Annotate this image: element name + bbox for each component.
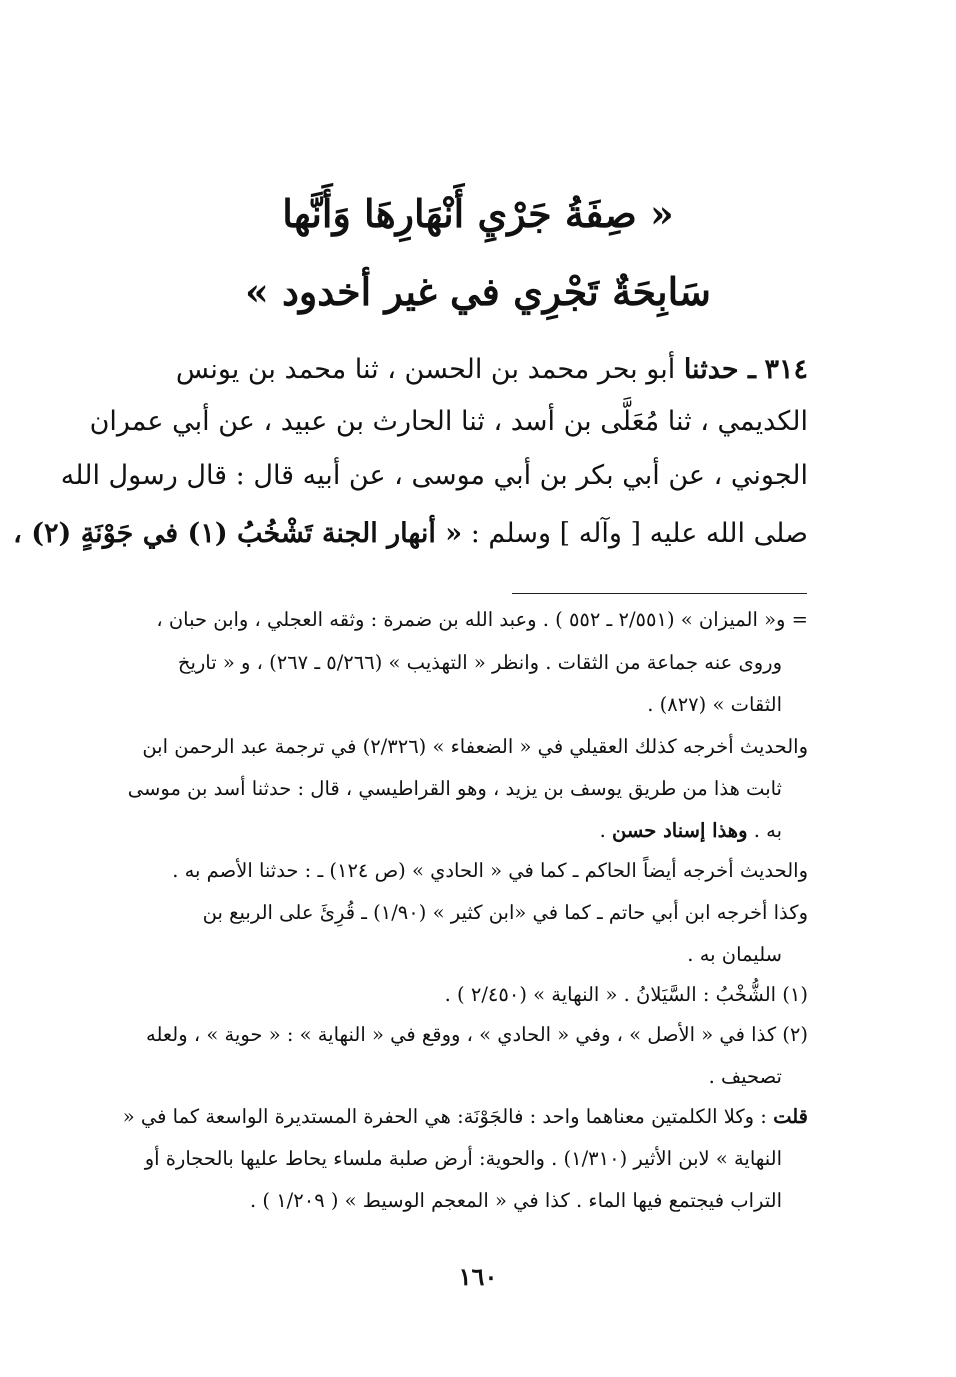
footnote-line: الثقات » (٨٢٧) . bbox=[647, 693, 782, 716]
hadith-line-1-text: أبو بحر محمد بن الحسن ، ثنا محمد بن يونس bbox=[175, 354, 676, 385]
hadith-intro: ـ حدثنا bbox=[683, 354, 756, 385]
hadith-line-2: الكديمي ، ثنا مُعَلَّى بن أسد ، ثنا الحارث بن عبيد ، عن أبي عمران bbox=[89, 406, 808, 437]
footnote-line: النهاية » لابن الأثير (١/٣١٠) . والحوية: أرض صلبة ملساء يحاط عليها بالحجارة أو bbox=[144, 1147, 782, 1170]
footnote-verdict: وهذا إسناد حسن bbox=[612, 819, 748, 842]
footnote-2: (٢) كذا في « الأصل » ، وفي « الحادي » ، ووقع في « النهاية » : « حوية » ، ولعله bbox=[145, 1023, 808, 1046]
footnote-separator bbox=[512, 593, 807, 594]
hadith-line-1 bbox=[128, 352, 808, 388]
footnote-line: تصحيف . bbox=[708, 1065, 782, 1088]
hadith-line-4 bbox=[13, 516, 808, 552]
footnote-text: به . bbox=[753, 819, 782, 842]
footnote-line: والحديث أخرجه أيضاً الحاكم ـ كما في « الحادي » (ص ١٢٤) ـ : حدثنا الأصم به . bbox=[172, 859, 808, 882]
footnote-note bbox=[122, 1102, 808, 1132]
footnote-line bbox=[128, 816, 782, 846]
chapter-heading-line-1: « صِفَةُ جَرْيِ أَنْهَارِهَا وَأَنَّها bbox=[282, 191, 674, 236]
footnote-line: وروى عنه جماعة من الثقات . وانظر « التهذيب » (٥/٢٦٦ ـ ٢٦٧) ، و « تاريخ bbox=[177, 651, 782, 674]
footnote-line: والحديث أخرجه كذلك العقيلي في « الضعفاء » (٢/٣٢٦) في ترجمة عبد الرحمن ابن bbox=[142, 735, 808, 758]
hadith-line-3: الجوني ، عن أبي بكر بن أبي موسى ، عن أبيه قال : قال رسول الله bbox=[60, 460, 808, 491]
hadith-number: ٣١٤ bbox=[764, 354, 808, 385]
footnote-line: وكذا أخرجه ابن أبي حاتم ـ كما في «ابن كثير » (١/٩٠) ـ قُرِئَ على الربيع بن bbox=[202, 901, 808, 924]
page-number: ١٦٠ bbox=[458, 1262, 498, 1291]
hadith-line-4-text: صلى الله عليه [ وآله ] وسلم : bbox=[470, 518, 808, 549]
footnote-line: سليمان به . bbox=[687, 943, 782, 966]
chapter-heading-line-2: سَابِحَةٌ تَجْرِي في غير أخدود » bbox=[244, 269, 712, 314]
note-label: قلت bbox=[773, 1105, 808, 1128]
hadith-matn: « أنهار الجنة تَشْخُبُ (١) في جَوْنَةٍ (٢) ، bbox=[13, 518, 463, 549]
footnote-line: = و« الميزان » (٢/٥٥١ ـ ٥٥٢ ) . وعبد الله بن ضمرة : وثقه العجلي ، وابن حبان ، bbox=[156, 608, 808, 631]
footnote-line: ثابت هذا من طريق يوسف بن يزيد ، وهو القراطيسي ، قال : حدثنا أسد بن موسى bbox=[127, 777, 782, 800]
footnote-line: التراب فيجتمع فيها الماء . كذا في « المعجم الوسيط » ( ١/٢٠٩ ) . bbox=[250, 1189, 782, 1212]
footnote-1: (١) الشُّخْبُ : السَّيَلانُ . « النهاية » (٢/٤٥٠ ) . bbox=[444, 983, 808, 1006]
footnote-text: . bbox=[599, 819, 606, 842]
note-text: : وكلا الكلمتين معناهما واحد : فالجَوْنَة: هي الحفرة المستديرة الواسعة كما في « bbox=[122, 1105, 767, 1128]
